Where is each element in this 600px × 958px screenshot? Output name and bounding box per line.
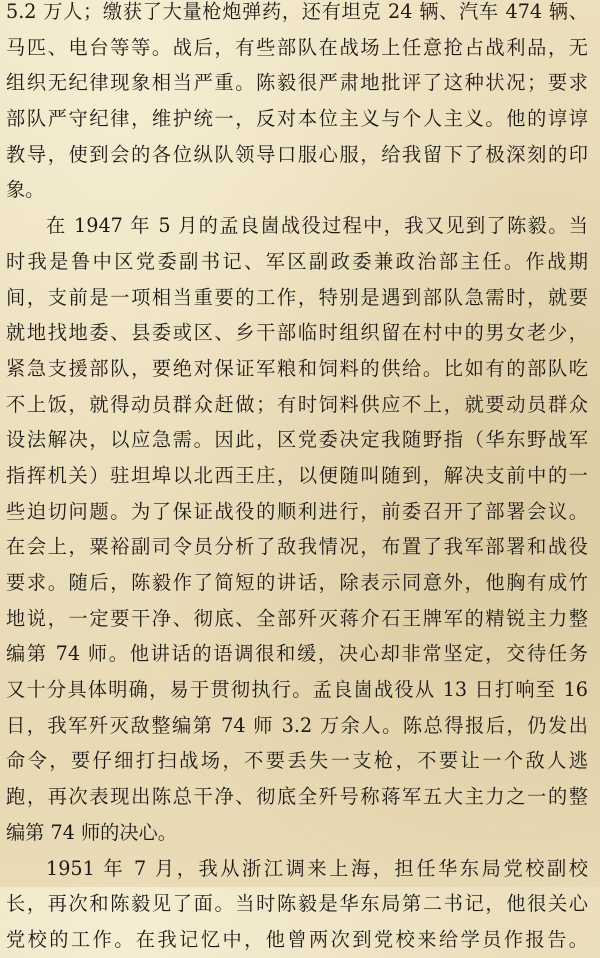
text-line: 马匹、电台等等。战后，有些部队在战场上任意抢占战利品，无 xyxy=(6,35,588,59)
text-line: 党校的工作。在我记忆中，他曾两次到党校来给学员作报告。 xyxy=(6,927,588,951)
text-line: 不上饭，就得动员群众赶做；有时饲料供应不上，就要动员群众 xyxy=(6,392,588,416)
text-line: 要求。随后，陈毅作了简短的讲话，除表示同意外，他胸有成竹 xyxy=(6,571,588,594)
text-line: 又十分具体明确，易于贯彻执行。孟良崮战役从 13 日打响至 16 xyxy=(6,678,588,702)
text-line: 间，支前是一项相当重要的工作，特别是遇到部队急需时，就要 xyxy=(6,285,588,309)
text-line: 组织无纪律现象相当严重。陈毅很严肃地批评了这种状况；要求 xyxy=(6,71,588,95)
text-line: 5.2 万人；缴获了大量枪炮弹药，还有坦克 24 辆、汽车 474 辆、 xyxy=(6,0,588,23)
text-line: 设法解决，以应急需。因此，区党委决定我随野指（华东野战军 xyxy=(6,428,588,452)
text-line: 跑，再次表现出陈总干净、彻底全歼号称蒋军五大主力之一的整 xyxy=(6,785,588,809)
text-line: 时我是鲁中区党委副书记、军区副政委兼政治部主任。作战期 xyxy=(6,249,588,273)
text-line: 教导，使到会的各位纵队领导口服心服，给我留下了极深刻的印 xyxy=(6,142,588,166)
text-line: 编第 74 师。他讲话的语调很和缓，决心却非常坚定，交待任务 xyxy=(6,642,588,666)
paragraph-start-line: 在 1947 年 5 月的孟良崮战役过程中，我又见到了陈毅。当 xyxy=(46,214,588,238)
paragraph-end-line: 编第 74 师的决心。 xyxy=(6,820,177,844)
paragraph-start-line: 1951 年 7 月，我从浙江调来上海，担任华东局党校副校 xyxy=(46,856,588,880)
text-line: 地说，一定要干净、彻底、全部歼灭蒋介石王牌军的精锐主力整 xyxy=(6,606,588,630)
text-line: 长，再次和陈毅见了面。当时陈毅是华东局第二书记，他很关心 xyxy=(6,892,588,916)
text-line: 些迫切问题。为了保证战役的顺利进行，前委召开了部署会议。 xyxy=(6,499,588,523)
text-line: 紧急支援部队，要绝对保证军粮和饲料的供给。比如有的部队吃 xyxy=(6,356,588,380)
text-line: 命令，要仔细打扫战场，不要丢失一支枪，不要让一个敌人逃 xyxy=(6,749,588,773)
text-line: 指挥机关）驻坦埠以北西王庄，以便随叫随到，解决支前中的一 xyxy=(6,463,588,487)
paragraph-end-line: 象。 xyxy=(6,178,45,202)
text-line: 就地找地委、县委或区、乡干部临时组织留在村中的男女老少， xyxy=(6,321,588,345)
text-line: 日，我军歼灭敌整编第 74 师 3.2 万余人。陈总得报后，仍发出 xyxy=(6,713,588,737)
text-line: 部队严守纪律，维护统一，反对本位主义与个人主义。他的谆谆 xyxy=(6,107,588,131)
text-line: 在会上，粟裕副司令员分析了敌我情况，布置了我军部署和战役 xyxy=(6,535,588,559)
